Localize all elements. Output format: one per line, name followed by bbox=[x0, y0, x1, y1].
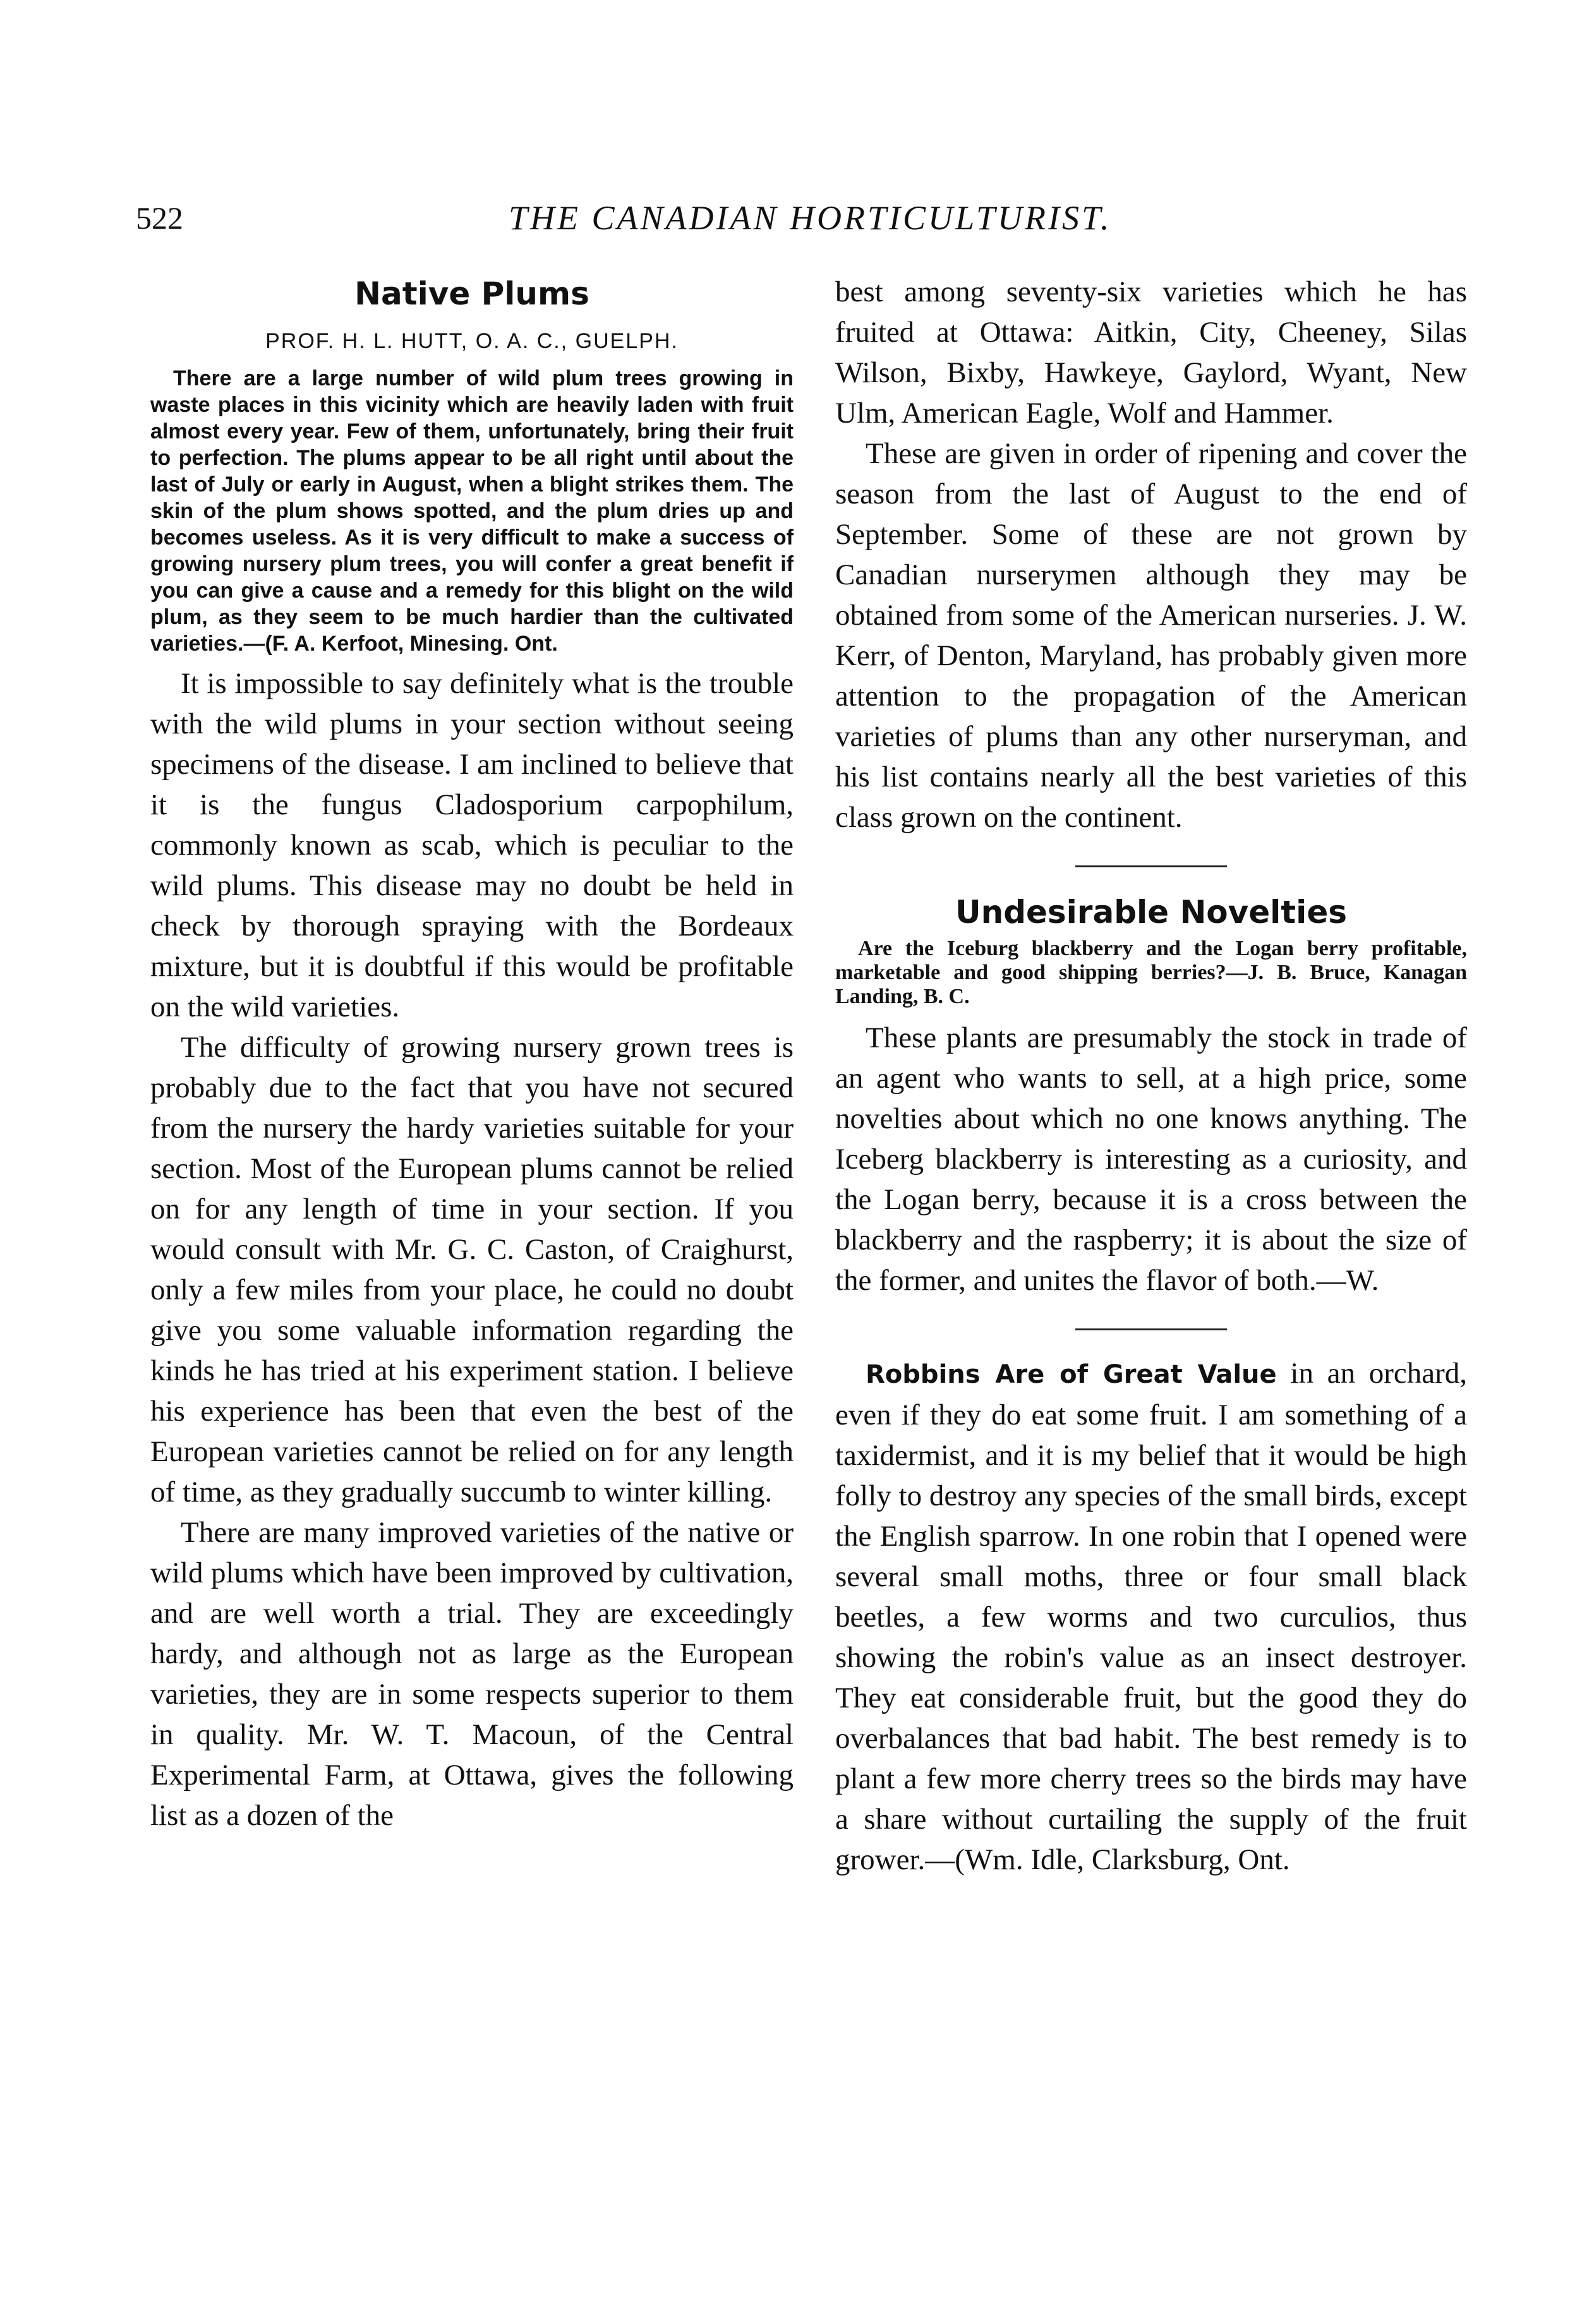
article-paragraph: It is impossible to say definitely what is the trouble with the wild plums in your section without seeing specimens of the disease. I am inclined to believe that it is the fungus Cladosporium carpophilum, commonly known as scab, which is peculiar to the wild plums. This disease may no doubt be held in check by thorough spraying with the Bordeaux mixture, but it is doubtful if this would be profitable on the wild varieties. bbox=[150, 667, 794, 1023]
robbins-text: in an orchard, even if they do eat some fruit. I am something of a taxidermist, and it is my belief that it would be high folly to destroy any species of the small birds, except the English sparrow. In one robin that I opened were several small moths, three or four small black beetles, a few worms and two curculios, thus showing the robin's value as an insect destroyer. They eat considerable fruit, but the good they do overbalances that bad habit. The best remedy is to plant a few more cherry trees so the birds may have a share without curtailing the supply of the fruit grower.—(Wm. Idle, Clarksburg, Ont. bbox=[835, 1357, 1467, 1876]
section-divider bbox=[1075, 865, 1227, 867]
article-paragraph: There are many improved varieties of the native or wild plums which have been improved by cultivation, and are well worth a trial. They are exceedingly hardy, and although not as large as the European varieties, they are in some respects superior to them in quality. Mr. W. T. Macoun, of the Central Experimental Farm, at Ottawa, gives the following list as a dozen of the bbox=[150, 1516, 794, 1832]
article-byline: PROF. H. L. HUTT, O. A. C., GUELPH. bbox=[265, 329, 679, 353]
journal-title: THE CANADIAN HORTICULTURIST. bbox=[509, 199, 1112, 237]
article-paragraph: These plants are presumably the stock in trade of an agent who wants to sell, at a high price, some novelties about which no one knows anything. The Iceberg blackberry is interesting as a curiosity, and the Logan berry, because it is a cross between the blackberry and the raspberry; it is about the size of the former, and unites the flavor of both.—W. bbox=[835, 1021, 1467, 1297]
article-paragraph: These are given in order of ripening and cover the season from the last of August to the end of September. Some of these are not grown by Canadian nurserymen although they may be obtained from some of the American nurseries. J. W. Kerr, of Denton, Maryland, has probably given more attention to the propagation of the American varieties of plums than any other nurseryman, and his list contains nearly all the best varieties of this class grown on the continent. bbox=[835, 437, 1467, 834]
right-column bbox=[835, 272, 1467, 1880]
reader-query: Are the Iceburg blackberry and the Logan berry profitable, marketable and good shipping berries?—J. B. Bruce, Kanagan Landing, B. C. bbox=[835, 937, 1467, 1008]
page-number: 522 bbox=[136, 200, 183, 236]
running-head bbox=[136, 190, 1469, 246]
section-divider bbox=[1075, 1328, 1227, 1330]
article-paragraph-continued: best among seventy-six varieties which he has fruited at Ottawa: Aitkin, City, Cheeney, Silas Wilson, Bixby, Hawkeye, Gaylord, Wyant, New Ulm, American Eagle, Wolf and Hammer. bbox=[835, 275, 1467, 430]
reader-letter: There are a large number of wild plum trees growing in waste places in this vicinity which are heavily laden with fruit almost every year. Few of them, unfortunately, bring their fruit to perfection. The plums appear to be all right until about the last of July or early in August, when a blight strikes them. The skin of the plum shows spotted, and the plum dries up and becomes useless. As it is very difficult to make a success of growing nursery plum trees, you will confer a great benefit if you can give a cause and a remedy for this blight on the wild plum, as they seem to be much hardier than the cultivated varieties.—(F. A. Kerfoot, Minesing. Ont. bbox=[150, 366, 794, 656]
robbins-paragraph bbox=[835, 1353, 1467, 1880]
robbins-lead-in: Robbins Are of Great Value bbox=[866, 1360, 1277, 1389]
left-column bbox=[150, 272, 794, 1836]
article-paragraph: The difficulty of growing nursery grown trees is probably due to the fact that you have not secured from the nursery the hardy varieties suitable for your section. Most of the European plums cannot be relied on for any length of time in your section. If you would consult with Mr. G. C. Caston, of Craighurst, only a few miles from your place, he could no doubt give you some valuable information regarding the kinds he has tried at his experiment station. I believe his experience has been that even the best of the European varieties cannot be relied on for any length of time, as they gradually succumb to winter killing. bbox=[150, 1031, 794, 1508]
article-title-native-plums: Native Plums bbox=[354, 275, 589, 312]
article-title-undesirable-novelties: Undesirable Novelties bbox=[955, 894, 1347, 930]
